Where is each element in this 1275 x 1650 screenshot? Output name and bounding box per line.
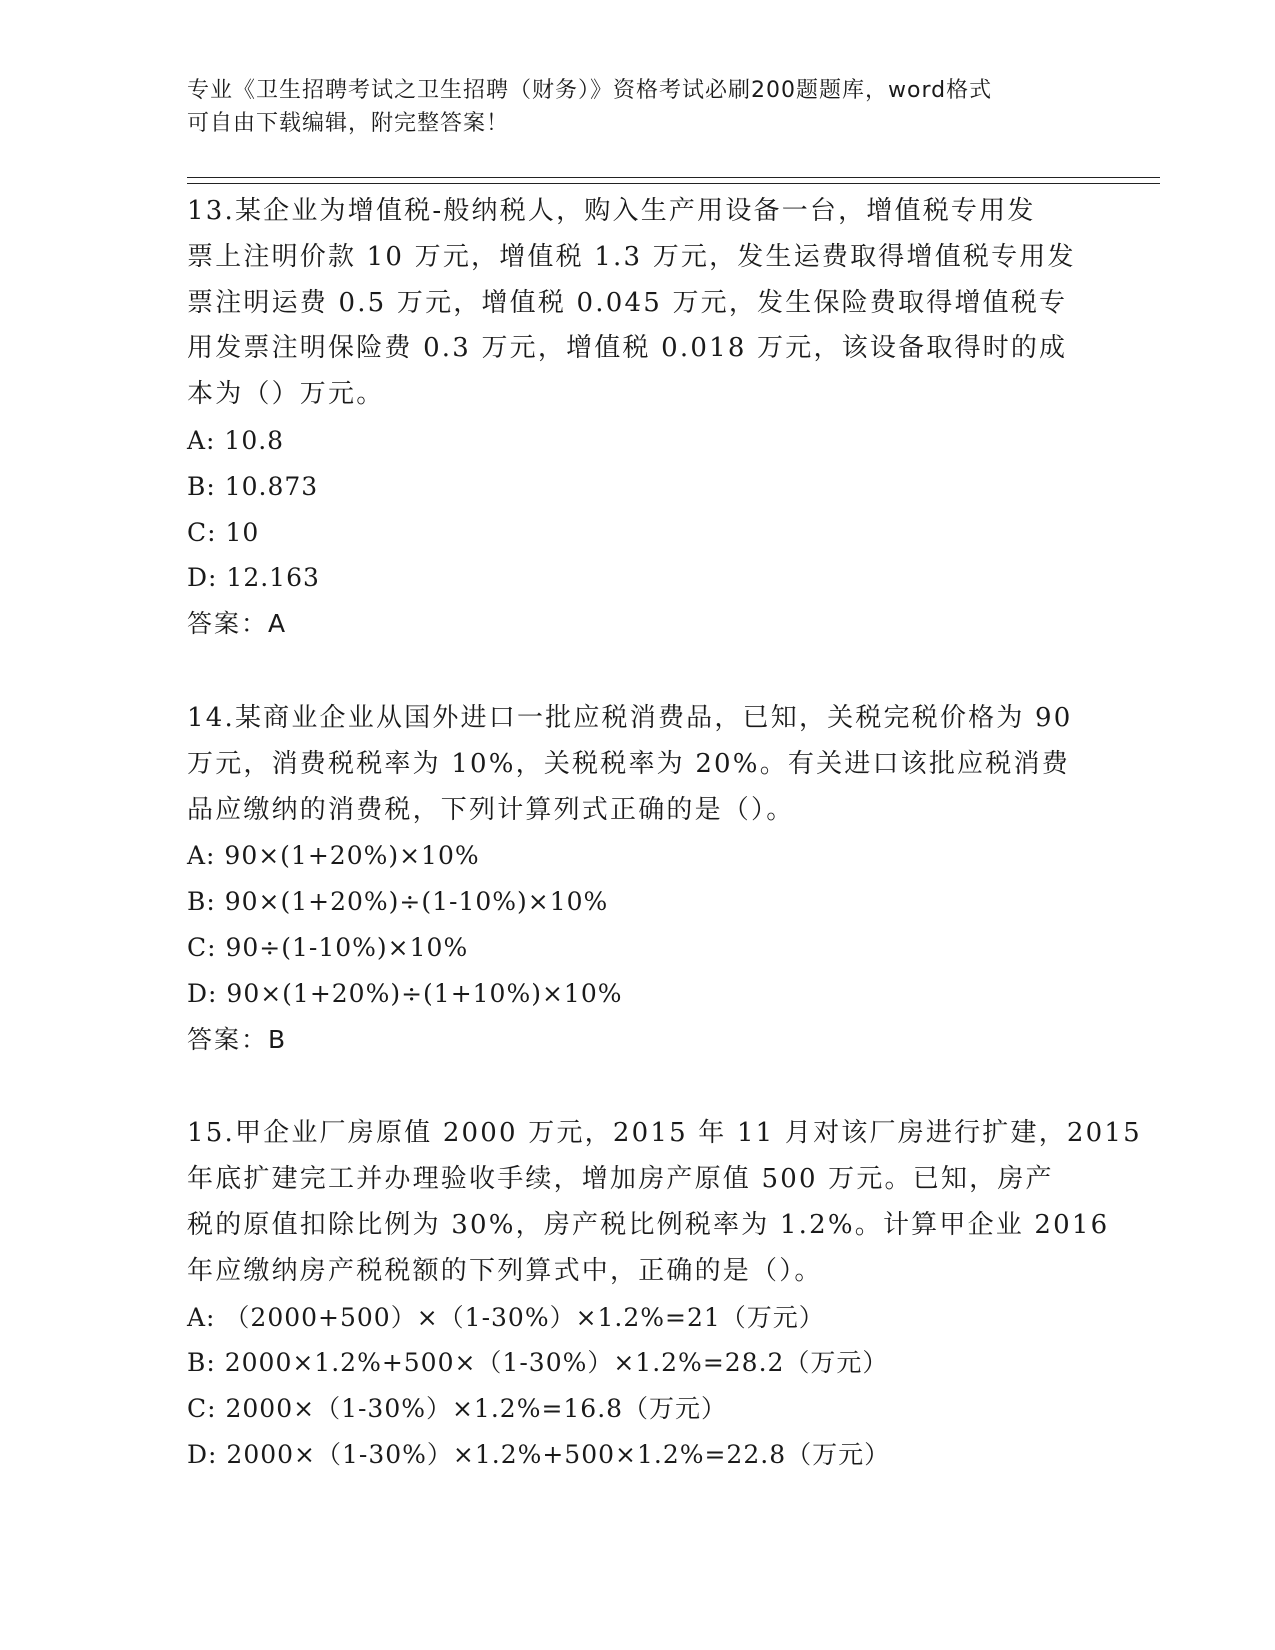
option-a: A: （2000+500）×（1-30%）×1.2%=21（万元） — [187, 1302, 825, 1332]
header-line-1: 专业《卫生招聘考试之卫生招聘（财务）》资格考试必刷200题题库，word格式 — [187, 78, 993, 103]
question-text-line: 票注明运费 0.5 万元，增值税 0.045 万元，发生保险费取得增值税专 — [187, 287, 1068, 318]
question-13 — [187, 189, 1087, 647]
question-text-line: 本为（）万元。 — [187, 379, 385, 410]
option-d: D: 12.163 — [187, 563, 320, 593]
question-text-line: 万元，消费税税率为 10%，关税税率为 20%。有关进口该批应税消费 — [187, 748, 1070, 779]
header-divider-bottom — [187, 183, 1160, 184]
option-b: B: 2000×1.2%+500×（1-30%）×1.2%=28.2（万元） — [187, 1348, 889, 1378]
option-a: A: 90×(1+20%)×10% — [187, 841, 480, 871]
option-c: C: 2000×（1-30%）×1.2%=16.8（万元） — [187, 1394, 728, 1424]
option-c: C: 90÷(1-10%)×10% — [187, 932, 469, 962]
question-text-line: 税的原值扣除比例为 30%，房产税比例税率为 1.2%。计算甲企业 2016 — [187, 1209, 1110, 1240]
question-text-line: 14.某商业企业从国外进口一批应税消费品，已知，关税完税价格为 90 — [187, 702, 1073, 733]
option-d: D: 2000×（1-30%）×1.2%+500×1.2%=22.8（万元） — [187, 1439, 891, 1469]
question-text-line: 年应缴纳房产税税额的下列算式中，正确的是（）。 — [187, 1255, 823, 1286]
document-header — [187, 74, 1087, 140]
option-d: D: 90×(1+20%)÷(1+10%)×10% — [187, 978, 623, 1008]
option-a: A: 10.8 — [187, 425, 285, 455]
header-divider-top — [187, 177, 1160, 178]
question-list — [187, 189, 1142, 1527]
question-text-line: 用发票注明保险费 0.3 万元，增值税 0.018 万元，该设备取得时的成 — [187, 333, 1068, 364]
question-text-line: 13.某企业为增值税-般纳税人，购入生产用设备一台，增值税专用发 — [187, 196, 1036, 226]
header-line-2: 可自由下载编辑，附完整答案！ — [187, 111, 510, 136]
option-c: C: 10 — [187, 517, 260, 547]
question-15 — [187, 1111, 1142, 1477]
answer-label: 答案：A — [187, 609, 288, 639]
answer-label: 答案：B — [187, 1024, 288, 1054]
question-text-line: 15.甲企业厂房原值 2000 万元，2015 年 11 月对该厂房进行扩建，2015 — [187, 1118, 1142, 1149]
option-b: B: 90×(1+20%)÷(1-10%)×10% — [187, 887, 609, 917]
question-text-line: 票上注明价款 10 万元，增值税 1.3 万元，发生运费取得增值税专用发 — [187, 241, 1076, 272]
option-b: B: 10.873 — [187, 471, 319, 501]
question-text-line: 品应缴纳的消费税，下列计算列式正确的是（）。 — [187, 794, 795, 825]
question-text-line: 年底扩建完工并办理验收手续，增加房产原值 500 万元。已知，房产 — [187, 1164, 1054, 1195]
question-14 — [187, 696, 1087, 1062]
